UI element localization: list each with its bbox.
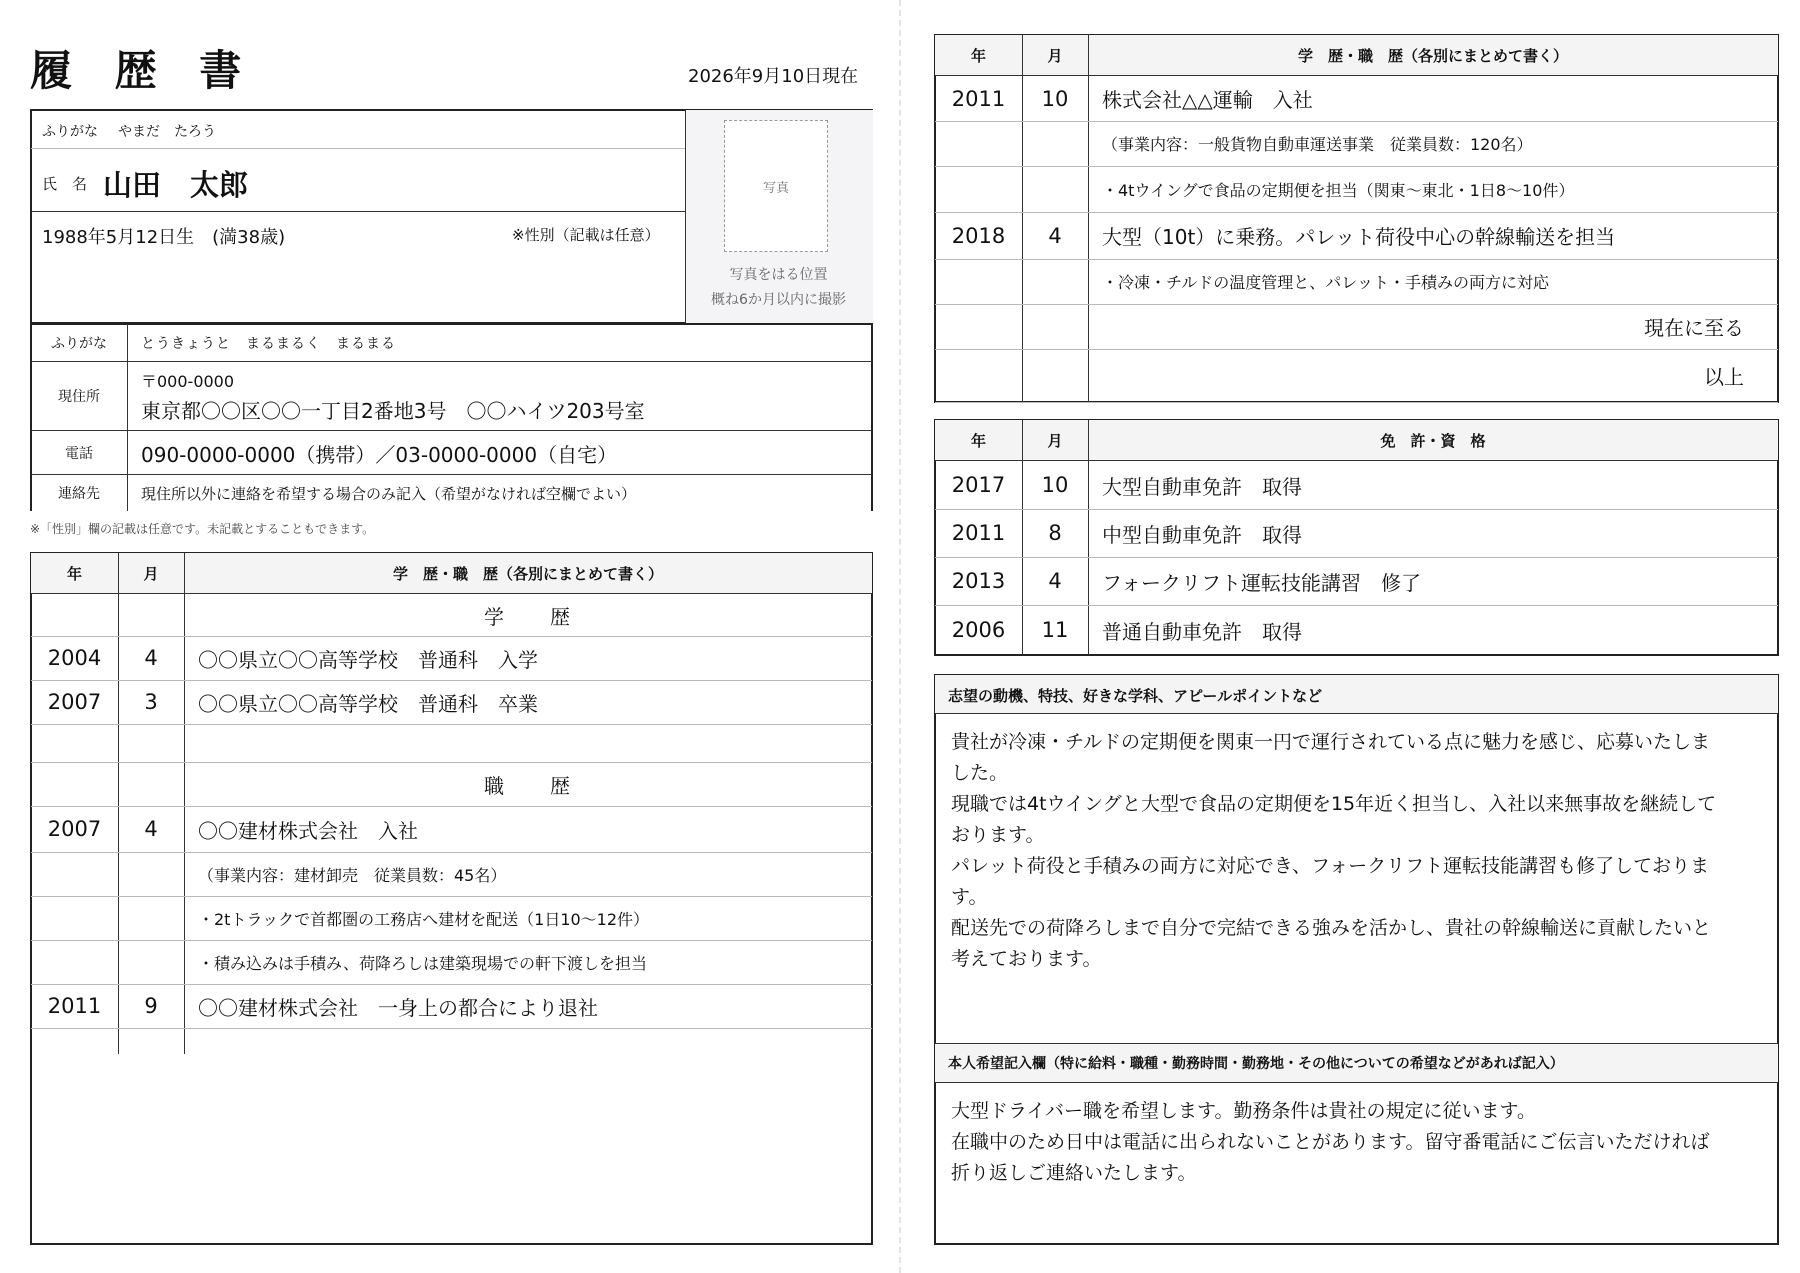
history-text: 大型（10t）に乗務。パレット荷役中心の幹線輸送を担当	[1102, 225, 1616, 249]
history-text: ・2tトラックで首都圏の工務店へ建材を配送（1日10〜12件）	[198, 909, 650, 929]
paragraph-line: パレット荷役と手積みの両方に対応でき、フォークリフト運転技能講習も修了しておりま	[951, 855, 1710, 877]
postal-code: 〒000-0000	[141, 372, 235, 391]
birth-date: 1988年5月12日生 (満38歳)	[42, 227, 286, 248]
license-name: フォークリフト運転技能講習 修了	[1102, 570, 1421, 595]
history-text: 〇〇建材株式会社 一身上の都合により退社	[198, 995, 598, 1020]
history-month	[118, 724, 184, 762]
history-month: 4	[1048, 223, 1062, 248]
address-value: 東京都〇〇区〇〇一丁目2番地3号 〇〇ハイツ203号室	[141, 399, 645, 423]
paragraph-line: した。	[951, 762, 1009, 784]
paragraph-line: 配送先での荷降ろしまで自分で完結できる強みを活かし、貴社の幹線輸送に貢献したいと	[951, 917, 1712, 939]
history-text: 学 歴	[484, 604, 572, 629]
phone-label: 電話	[65, 445, 93, 462]
paragraph-line: 在職中のため日中は電話に出られないことがあります。留守番電話にご伝言いただければ	[951, 1131, 1710, 1153]
history-year	[935, 259, 1022, 304]
header-month: 月	[143, 564, 159, 583]
history-month	[1022, 349, 1088, 402]
history-month	[118, 940, 184, 984]
full-name: 山田 太郎	[103, 168, 249, 202]
header-license: 免 許・資 格	[1380, 431, 1486, 450]
gender-note: ※性別（記載は任意）	[512, 226, 660, 244]
history-year	[935, 166, 1022, 212]
license-month: 4	[1048, 569, 1062, 593]
header-year: 年	[970, 431, 986, 450]
license-year: 2017	[951, 473, 1006, 497]
contact-value: 現住所以外に連絡を希望する場合のみ記入（希望がなければ空欄でよい）	[141, 485, 637, 503]
history-text: 〇〇建材株式会社 入社	[198, 818, 418, 843]
name-label: 氏 名	[42, 175, 88, 193]
history-text: 以上	[1704, 365, 1744, 389]
history-year	[31, 852, 118, 896]
history-text: ・4tウイングで食品の定期便を担当（関東〜東北・1日8〜10件）	[1102, 180, 1575, 200]
history-month: 4	[144, 646, 158, 670]
address-furigana: とうきょうと まるまるく まるまる	[141, 336, 396, 352]
history-text: 株式会社△△運輸 入社	[1102, 88, 1313, 112]
phone-value: 090-0000-0000（携帯）／03-0000-0000（自宅）	[141, 443, 618, 467]
row-divider	[935, 402, 1778, 403]
photo-note-2: 概ね6か月以内に撮影	[711, 292, 846, 308]
header-month: 月	[1047, 431, 1063, 450]
divider	[31, 211, 685, 212]
divider	[31, 430, 872, 431]
license-year: 2013	[951, 569, 1006, 593]
furigana-label: ふりがな	[42, 124, 98, 140]
history-month: 4	[144, 817, 158, 841]
history-month	[118, 594, 184, 636]
photo-placeholder[interactable]: 写真	[724, 120, 828, 252]
history-text: 職 歴	[484, 773, 572, 798]
photo-note-1: 写真をはる位置	[729, 267, 828, 283]
license-name: 普通自動車免許 取得	[1102, 619, 1302, 644]
page-title: 履 歴 書	[30, 46, 256, 95]
license-month: 11	[1041, 618, 1069, 642]
paragraph-line: 現職では4tウイングと大型で食品の定期便を15年近く担当し、入社以来無事故を継続して	[951, 793, 1717, 815]
header-year: 年	[66, 564, 82, 583]
history-month	[1022, 166, 1088, 212]
history-year: 2011	[951, 86, 1006, 111]
history-text: 〇〇県立〇〇高等学校 普通科 入学	[198, 647, 538, 672]
history-year: 2011	[47, 994, 102, 1018]
history-month: 3	[144, 690, 158, 714]
license-year: 2006	[951, 618, 1006, 642]
history-year	[935, 304, 1022, 349]
history-year	[935, 121, 1022, 166]
history-text	[184, 724, 872, 762]
history-text: ・積み込みは手積み、荷降ろしは建築現場での軒下渡しを担当	[198, 953, 647, 973]
contact-label: 連絡先	[58, 486, 100, 502]
history-month	[1022, 304, 1088, 349]
history-text: （事業内容：建材卸売 従業員数：45名）	[198, 865, 507, 885]
divider	[31, 474, 872, 475]
history-month	[1022, 121, 1088, 166]
paragraph-line: おります。	[951, 824, 1045, 846]
header-history: 学 歴・職 歴（各別にまとめて書く）	[1297, 46, 1568, 65]
header-year: 年	[970, 46, 986, 65]
history-year	[31, 594, 118, 636]
history-year: 2004	[47, 646, 102, 670]
paragraph-line: 貴社が冷凍・チルドの定期便を関東一円で運行されている点に魅力を感じ、応募いたしま	[951, 731, 1711, 753]
request-text	[951, 1096, 1761, 1189]
row-divider	[31, 1028, 872, 1029]
license-year: 2011	[951, 521, 1006, 545]
history-text: ・冷凍・チルドの温度管理と、パレット・手積みの両方に対応	[1102, 273, 1550, 292]
motivation-text	[951, 727, 1761, 975]
paragraph-line: す。	[951, 886, 988, 908]
name-furigana: やまだ たろう	[118, 124, 216, 140]
license-month: 10	[1041, 473, 1069, 497]
license-name: 大型自動車免許 取得	[1102, 474, 1302, 499]
license-month: 8	[1048, 521, 1062, 545]
divider	[31, 361, 872, 362]
paragraph-line: 考えております。	[951, 948, 1102, 970]
motivation-header-text: 志望の動機、特技、好きな学科、アピールポイントなど	[948, 687, 1323, 705]
history-year	[31, 762, 118, 806]
as-of-date: 2026年9月10日現在	[688, 66, 859, 87]
history-year: 2007	[47, 690, 102, 714]
history-year: 2018	[951, 223, 1006, 248]
paragraph-line: 大型ドライバー職を希望します。勤務条件は貴社の規定に従います。	[951, 1100, 1537, 1122]
header-history: 学 歴・職 歴（各別にまとめて書く）	[392, 564, 663, 583]
history-year	[31, 940, 118, 984]
footnote: ※「性別」欄の記載は任意です。未記載とすることもできます。	[30, 522, 375, 536]
paragraph-line: 折り返しご連絡いたします。	[951, 1162, 1197, 1184]
history-month	[118, 762, 184, 806]
divider	[31, 148, 685, 149]
history-month	[118, 896, 184, 940]
history-month: 10	[1041, 86, 1069, 111]
history-month	[1022, 259, 1088, 304]
history-month: 9	[144, 994, 158, 1018]
address-label-divider	[127, 324, 128, 511]
page-divider	[899, 0, 901, 1273]
history-text: （事業内容：一般貨物自動車運送事業 従業員数：120名）	[1102, 135, 1533, 154]
address-furigana-label: ふりがな	[51, 335, 107, 352]
address-label: 現住所	[58, 389, 100, 405]
history-month	[118, 852, 184, 896]
request-header-text: 本人希望記入欄（特に給料・職種・勤務時間・勤務地・その他についての希望などがあれば記入）	[948, 1056, 1564, 1072]
history-year: 2007	[47, 817, 102, 841]
license-name: 中型自動車免許 取得	[1102, 522, 1302, 547]
history-year	[31, 896, 118, 940]
history-text: 〇〇県立〇〇高等学校 普通科 卒業	[198, 691, 538, 716]
history-text: 現在に至る	[1644, 316, 1744, 340]
header-month: 月	[1047, 46, 1063, 65]
history-year	[935, 349, 1022, 402]
history-year	[31, 724, 118, 762]
